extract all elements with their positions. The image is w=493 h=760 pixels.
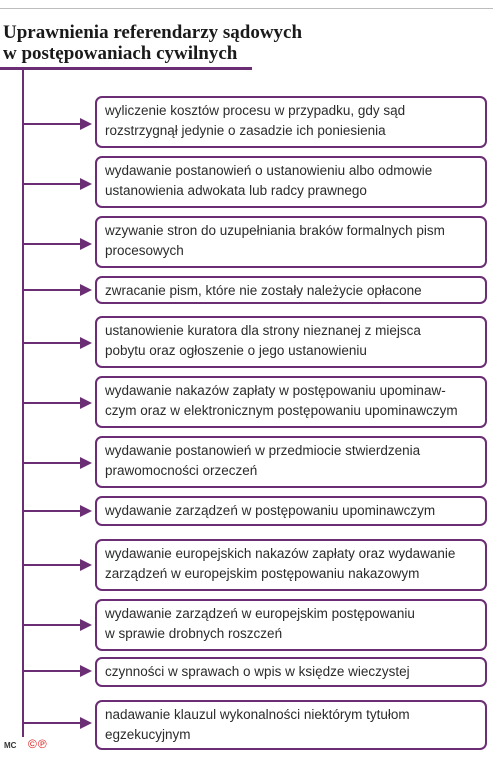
item-text-line-2: rozstrzygnął jedynie o zasadzie ich poniesienia <box>105 123 386 138</box>
list-item <box>95 216 487 268</box>
item-text-line-1: ustanowienie kuratora dla strony nieznanej z miejsca <box>105 323 421 338</box>
item-text-line-1: wydawanie postanowień o ustanowieniu albo odmowie <box>105 163 433 178</box>
arrow-icon <box>80 619 92 631</box>
connector-line <box>23 402 83 404</box>
list-item <box>95 700 487 750</box>
item-text-line-1: wydawanie nakazów zapłaty w postępowaniu upominaw- <box>105 383 446 398</box>
arrow-icon <box>80 178 92 190</box>
item-text-line-1: wyliczenie kosztów procesu w przypadku, gdy sąd <box>105 103 406 118</box>
list-item <box>95 496 487 526</box>
connector-line <box>23 289 83 291</box>
arrow-icon <box>80 238 92 250</box>
item-text-line-2: pobytu oraz ogłoszenie o jego ustanowieniu <box>105 343 367 358</box>
connector-line <box>23 342 83 344</box>
item-text-line-2: procesowych <box>105 243 184 258</box>
top-divider <box>0 8 493 9</box>
connector-line <box>23 564 83 566</box>
author-credit: MC <box>4 741 17 750</box>
arrow-icon <box>80 505 92 517</box>
arrow-icon <box>80 457 92 469</box>
arrow-icon <box>80 665 92 677</box>
list-item <box>95 156 487 208</box>
list-item <box>95 96 487 148</box>
arrow-icon <box>80 717 92 729</box>
list-item <box>95 316 487 368</box>
page-title <box>3 22 483 64</box>
copyright-logo: ©℗ <box>28 737 48 751</box>
item-text-line-2: prawomocności orzeczeń <box>105 463 258 478</box>
arrow-icon <box>80 118 92 130</box>
arrow-icon <box>80 397 92 409</box>
item-text-line-1: wydawanie zarządzeń w postępowaniu upominawczym <box>105 503 436 518</box>
item-text-line-1: zwracanie pism, które nie zostały należycie opłacone <box>105 283 422 298</box>
item-text-line-2: czym oraz w elektronicznym postępowaniu upominawczym <box>105 403 458 418</box>
connector-line <box>23 183 83 185</box>
title-line-1: Uprawnienia referendarzy sądowych <box>3 22 303 43</box>
connector-line <box>23 722 83 724</box>
connector-line <box>23 243 83 245</box>
item-text-line-1: czynności w sprawach o wpis w księdze wieczystej <box>105 664 410 679</box>
arrow-icon <box>80 284 92 296</box>
item-text-line-1: wydawanie europejskich nakazów zapłaty oraz wydawanie <box>105 546 456 561</box>
item-text-line-1: wydawanie postanowień w przedmiocie stwierdzenia <box>105 443 421 458</box>
connector-line <box>23 670 83 672</box>
list-item <box>95 657 487 687</box>
title-underline <box>0 67 252 70</box>
connector-line <box>23 462 83 464</box>
title-line-2: w postępowaniach cywilnych <box>3 43 238 64</box>
list-item <box>95 436 487 488</box>
item-text-line-2: zarządzeń w europejskim postępowaniu nakazowym <box>105 566 420 581</box>
arrow-icon <box>80 337 92 349</box>
item-text-line-2: w sprawie drobnych roszczeń <box>105 626 283 641</box>
item-text-line-1: wzywanie stron do uzupełniania braków formalnych pism <box>105 223 445 238</box>
item-text-line-1: wydawanie zarządzeń w europejskim postępowaniu <box>105 606 415 621</box>
connector-line <box>23 624 83 626</box>
arrow-icon <box>80 559 92 571</box>
item-text-line-2: egzekucyjnym <box>105 727 191 742</box>
list-item <box>95 599 487 651</box>
list-item <box>95 376 487 428</box>
connector-line <box>23 510 83 512</box>
item-text-line-1: nadawanie klauzul wykonalności niektórym tytułom <box>105 707 410 722</box>
list-item <box>95 539 487 591</box>
item-text-line-2: ustanowienia adwokata lub radcy prawnego <box>105 183 367 198</box>
connector-line <box>23 123 83 125</box>
list-item <box>95 276 487 304</box>
